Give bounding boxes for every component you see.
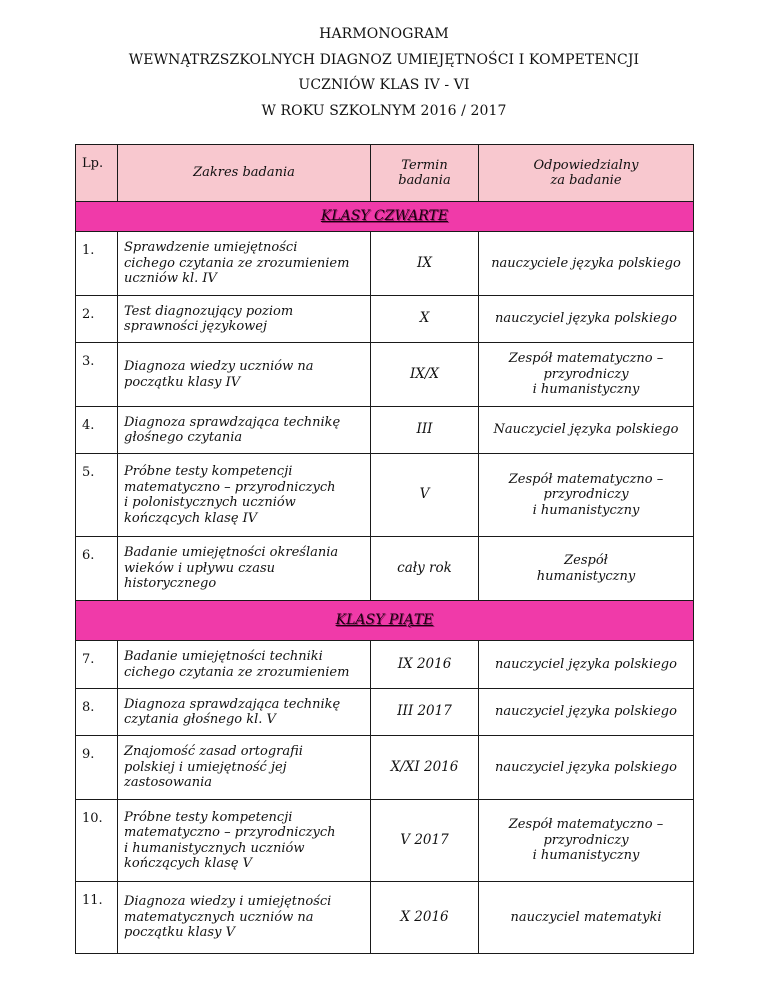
zakres-line: czytania głośnego kl. V xyxy=(124,712,276,727)
zakres-line: polskiej i umiejętność jej xyxy=(124,759,287,775)
odp-line: przyrodniczy xyxy=(543,366,629,382)
cell-lp: 5. xyxy=(76,454,118,537)
odp-line: i humanistyczny xyxy=(532,502,640,518)
cell-termin: cały rok xyxy=(371,537,479,601)
cell-lp: 10. xyxy=(76,800,118,882)
zakres-line: kończących klasę V xyxy=(124,856,253,871)
odp-line: Zespół xyxy=(564,553,608,568)
zakres-line: matematyczno – przyrodniczych xyxy=(124,825,336,840)
cell-zakres xyxy=(118,454,371,537)
cell-termin: X 2016 xyxy=(371,882,479,954)
zakres-line: Diagnoza wiedzy uczniów na xyxy=(124,359,314,374)
cell-termin: V 2017 xyxy=(371,800,479,882)
cell-termin: IX 2016 xyxy=(371,641,479,689)
zakres-line: uczniów kl. IV xyxy=(124,271,217,287)
odp-line: nauczyciel języka polskiego xyxy=(495,759,677,775)
table-row xyxy=(76,407,694,454)
cell-lp: 1. xyxy=(76,232,118,296)
title-line: W ROKU SZKOLNYM 2016 / 2017 xyxy=(261,102,507,119)
cell-zakres xyxy=(118,343,371,407)
odp-line: przyrodniczy xyxy=(543,487,629,503)
title-line: UCZNIÓW KLAS IV - VI xyxy=(298,77,470,93)
cell-lp: 9. xyxy=(76,736,118,800)
zakres-line: i humanistycznych uczniów xyxy=(124,840,305,856)
odp-line: Zespół matematyczno – xyxy=(508,817,664,833)
header-termin-line: Termin xyxy=(401,157,448,173)
header-row xyxy=(76,145,694,202)
cell-zakres xyxy=(118,882,371,954)
cell-lp: 11. xyxy=(76,882,118,954)
odp-line: i humanistyczny xyxy=(532,848,640,864)
header-termin-line: badania xyxy=(398,173,451,188)
cell-lp: 4. xyxy=(76,407,118,454)
zakres-line: początku klasy V xyxy=(124,925,235,941)
cell-odpowiedzialny xyxy=(479,689,694,736)
header-odp-line: Odpowiedzialny xyxy=(533,157,639,173)
cell-odpowiedzialny xyxy=(479,454,694,537)
section-row xyxy=(76,601,694,641)
cell-odpowiedzialny xyxy=(479,736,694,800)
schedule-table xyxy=(75,144,694,954)
cell-lp: 2. xyxy=(76,296,118,343)
odp-line: nauczyciel języka polskiego xyxy=(495,656,677,672)
cell-odpowiedzialny xyxy=(479,343,694,407)
odp-line: nauczyciele języka polskiego xyxy=(491,255,681,271)
cell-odpowiedzialny xyxy=(479,641,694,689)
cell-odpowiedzialny xyxy=(479,296,694,343)
cell-odpowiedzialny xyxy=(479,537,694,601)
odp-line: nauczyciel języka polskiego xyxy=(495,311,677,327)
odp-line: Zespół matematyczno – xyxy=(508,471,664,487)
table-row xyxy=(76,232,694,296)
title-line: HARMONOGRAM xyxy=(319,26,449,42)
zakres-line: głośnego czytania xyxy=(124,430,243,445)
section-title: KLASY CZWARTE xyxy=(76,202,694,232)
table-row xyxy=(76,736,694,800)
header-termin xyxy=(371,145,479,202)
section-row xyxy=(76,202,694,232)
table-row xyxy=(76,343,694,407)
zakres-line: Znajomość zasad ortografii xyxy=(124,744,303,760)
cell-termin: IX xyxy=(371,232,479,296)
header-odp-line: za badanie xyxy=(550,173,622,188)
odp-line: Nauczyciel języka polskiego xyxy=(493,422,679,438)
table-row xyxy=(76,537,694,601)
cell-termin: IX/X xyxy=(371,343,479,407)
cell-termin: V xyxy=(371,454,479,537)
cell-zakres xyxy=(118,296,371,343)
zakres-line: wieków i upływu czasu xyxy=(124,560,276,576)
document-title xyxy=(0,22,768,124)
cell-lp: 8. xyxy=(76,689,118,736)
zakres-line: Diagnoza wiedzy i umiejętności xyxy=(124,894,332,910)
zakres-line: sprawności językowej xyxy=(124,319,267,334)
zakres-line: cichego czytania ze zrozumieniem xyxy=(124,255,350,271)
zakres-line: historycznego xyxy=(124,576,217,592)
header-zakres: Zakres badania xyxy=(118,145,371,202)
zakres-line: cichego czytania ze zrozumieniem xyxy=(124,664,350,680)
zakres-line: zastosowania xyxy=(124,775,212,791)
zakres-line: Próbne testy kompetencji xyxy=(124,809,293,825)
header-lp: Lp. xyxy=(76,145,118,202)
cell-zakres xyxy=(118,689,371,736)
zakres-line: i polonistycznych uczniów xyxy=(124,495,296,510)
zakres-line: Sprawdzenie umiejętności xyxy=(124,240,298,256)
cell-termin: X xyxy=(371,296,479,343)
zakres-line: matematycznych uczniów na xyxy=(124,909,314,925)
zakres-line: kończących klasę IV xyxy=(124,510,258,526)
zakres-line: początku klasy IV xyxy=(124,374,241,390)
zakres-line: Próbne testy kompetencji xyxy=(124,464,293,479)
cell-odpowiedzialny xyxy=(479,882,694,954)
odp-line: Zespół matematyczno – xyxy=(508,351,664,367)
cell-odpowiedzialny xyxy=(479,407,694,454)
table-row xyxy=(76,800,694,882)
cell-lp: 7. xyxy=(76,641,118,689)
title-line: WEWNĄTRZSZKOLNYCH DIAGNOZ UMIEJĘTNOŚCI I KOMPETENCJI xyxy=(128,51,640,68)
table-row xyxy=(76,641,694,689)
cell-zakres xyxy=(118,407,371,454)
cell-lp: 6. xyxy=(76,537,118,601)
cell-lp: 3. xyxy=(76,343,118,407)
zakres-line: Test diagnozujący poziom xyxy=(124,303,294,319)
header-odpowiedzialny xyxy=(479,145,694,202)
table-row xyxy=(76,454,694,537)
cell-termin: X/XI 2016 xyxy=(371,736,479,800)
zakres-line: Diagnoza sprawdzająca technikę xyxy=(124,696,341,712)
cell-zakres xyxy=(118,641,371,689)
cell-zakres xyxy=(118,537,371,601)
odp-line: humanistyczny xyxy=(536,568,636,584)
cell-zakres xyxy=(118,232,371,296)
odp-line: i humanistyczny xyxy=(532,382,640,398)
cell-odpowiedzialny xyxy=(479,232,694,296)
cell-zakres xyxy=(118,736,371,800)
cell-zakres xyxy=(118,800,371,882)
table-row xyxy=(76,882,694,954)
table-row xyxy=(76,296,694,343)
odp-line: nauczyciel języka polskiego xyxy=(495,704,677,720)
cell-termin: III 2017 xyxy=(371,689,479,736)
odp-line: przyrodniczy xyxy=(543,832,629,848)
zakres-line: Badanie umiejętności określania xyxy=(124,545,339,561)
table-row xyxy=(76,689,694,736)
zakres-line: matematyczno – przyrodniczych xyxy=(124,479,336,495)
cell-odpowiedzialny xyxy=(479,800,694,882)
zakres-line: Diagnoza sprawdzająca technikę xyxy=(124,414,341,430)
odp-line: nauczyciel matematyki xyxy=(510,909,662,925)
section-title: KLASY PIĄTE xyxy=(76,601,694,641)
cell-termin: III xyxy=(371,407,479,454)
zakres-line: Badanie umiejętności techniki xyxy=(124,649,323,664)
